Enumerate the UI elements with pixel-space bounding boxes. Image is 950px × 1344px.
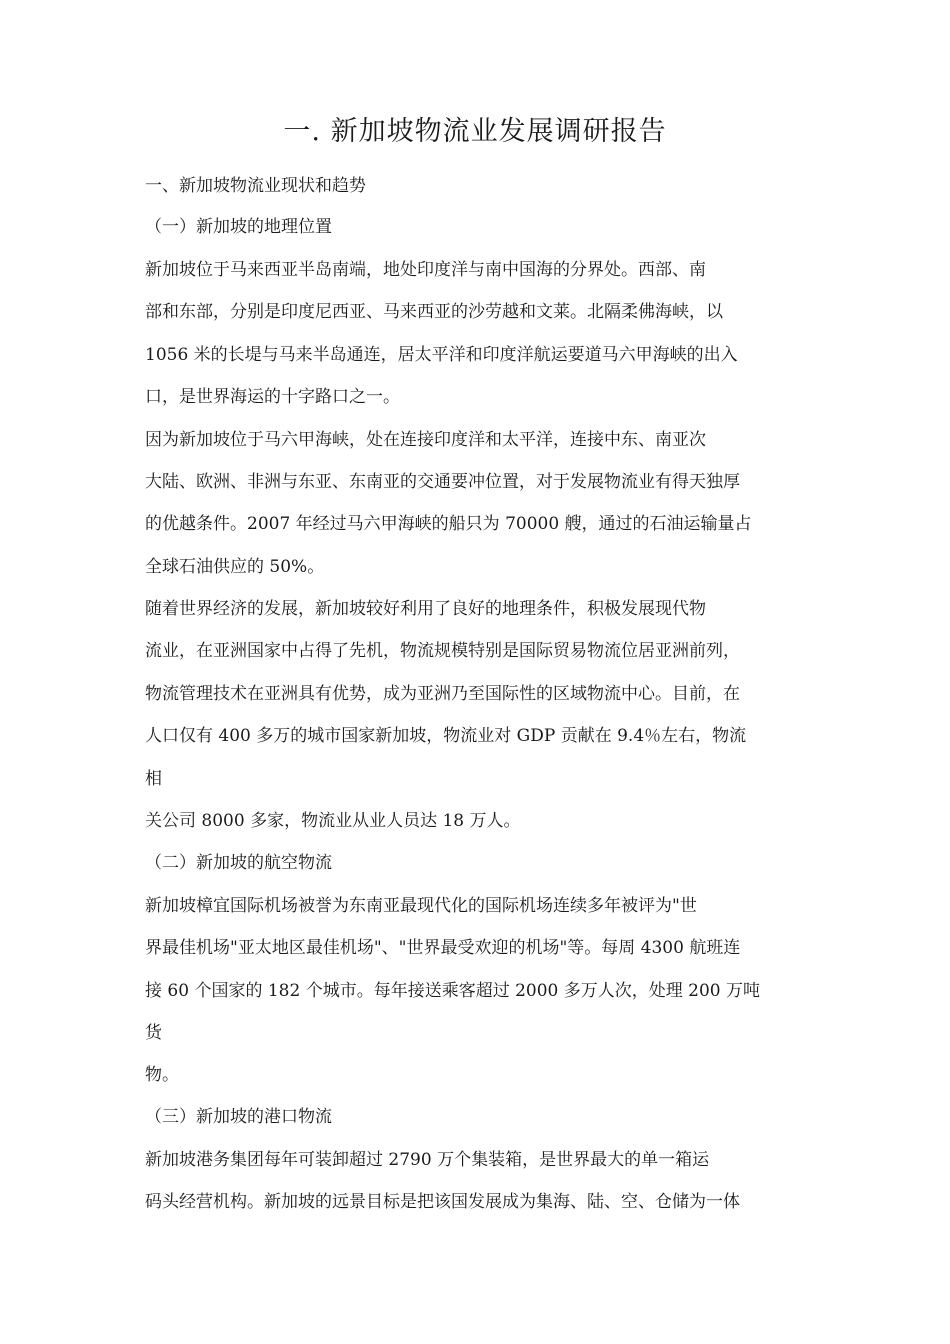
paragraph-line: 相 bbox=[145, 769, 162, 789]
subsection-heading: （三）新加坡的港口物流 bbox=[145, 1107, 332, 1127]
paragraph-line: 界最佳机场"亚太地区最佳机场"、"世界最受欢迎的机场"等。每周 4300 航班连 bbox=[145, 938, 741, 958]
paragraph-line: 物。 bbox=[145, 1065, 179, 1085]
paragraph-line: 新加坡港务集团每年可装卸超过 2790 万个集装箱，是世界最大的单一箱运 bbox=[145, 1150, 710, 1170]
paragraph-line: 新加坡位于马来西亚半岛南端，地处印度洋与南中国海的分界处。西部、南 bbox=[145, 260, 706, 280]
paragraph-line: 货 bbox=[145, 1023, 162, 1043]
paragraph-line: 随着世界经济的发展，新加坡较好利用了良好的地理条件，积极发展现代物 bbox=[145, 599, 706, 619]
paragraph-line: 物流管理技术在亚洲具有优势，成为亚洲乃至国际性的区域物流中心。目前，在 bbox=[145, 684, 740, 704]
paragraph-line: 口，是世界海运的十字路口之一。 bbox=[145, 387, 400, 407]
paragraph-line: 接 60 个国家的 182 个城市。每年接送乘客超过 2000 多万人次，处理 200 万吨 bbox=[145, 981, 761, 1001]
subsection-heading: （一）新加坡的地理位置 bbox=[145, 217, 332, 237]
section-heading: 一、新加坡物流业现状和趋势 bbox=[145, 176, 366, 196]
subsection-heading: （二）新加坡的航空物流 bbox=[145, 853, 332, 873]
paragraph-line: 新加坡樟宜国际机场被誉为东南亚最现代化的国际机场连续多年被评为"世 bbox=[145, 896, 697, 916]
paragraph-line: 全球石油供应的 50%。 bbox=[145, 557, 325, 577]
paragraph-line: 码头经营机构。新加坡的远景目标是把该国发展成为集海、陆、空、仓储为一体 bbox=[145, 1192, 740, 1212]
paragraph-line: 的优越条件。2007 年经过马六甲海峡的船只为 70000 艘，通过的石油运输量占 bbox=[145, 514, 752, 534]
paragraph-line: 因为新加坡位于马六甲海峡，处在连接印度洋和太平洋，连接中东、南亚次 bbox=[145, 430, 706, 450]
paragraph-line: 大陆、欧洲、非洲与东亚、东南亚的交通要冲位置，对于发展物流业有得天独厚 bbox=[145, 472, 740, 492]
paragraph-line: 人口仅有 400 多万的城市国家新加坡，物流业对 GDP 贡献在 9.4％左右，物流 bbox=[145, 726, 747, 746]
paragraph-line: 流业，在亚洲国家中占得了先机，物流规模特别是国际贸易物流位居亚洲前列， bbox=[145, 641, 740, 661]
document-title: 一. 新加坡物流业发展调研报告 bbox=[283, 116, 667, 147]
paragraph-line: 1056 米的长堤与马来半岛通连，居太平洋和印度洋航运要道马六甲海峡的出入 bbox=[145, 345, 738, 365]
paragraph-line: 关公司 8000 多家，物流业从业人员达 18 万人。 bbox=[145, 811, 521, 831]
paragraph-line: 部和东部，分别是印度尼西亚、马来西亚的沙劳越和文莱。北隔柔佛海峡，以 bbox=[145, 302, 723, 322]
